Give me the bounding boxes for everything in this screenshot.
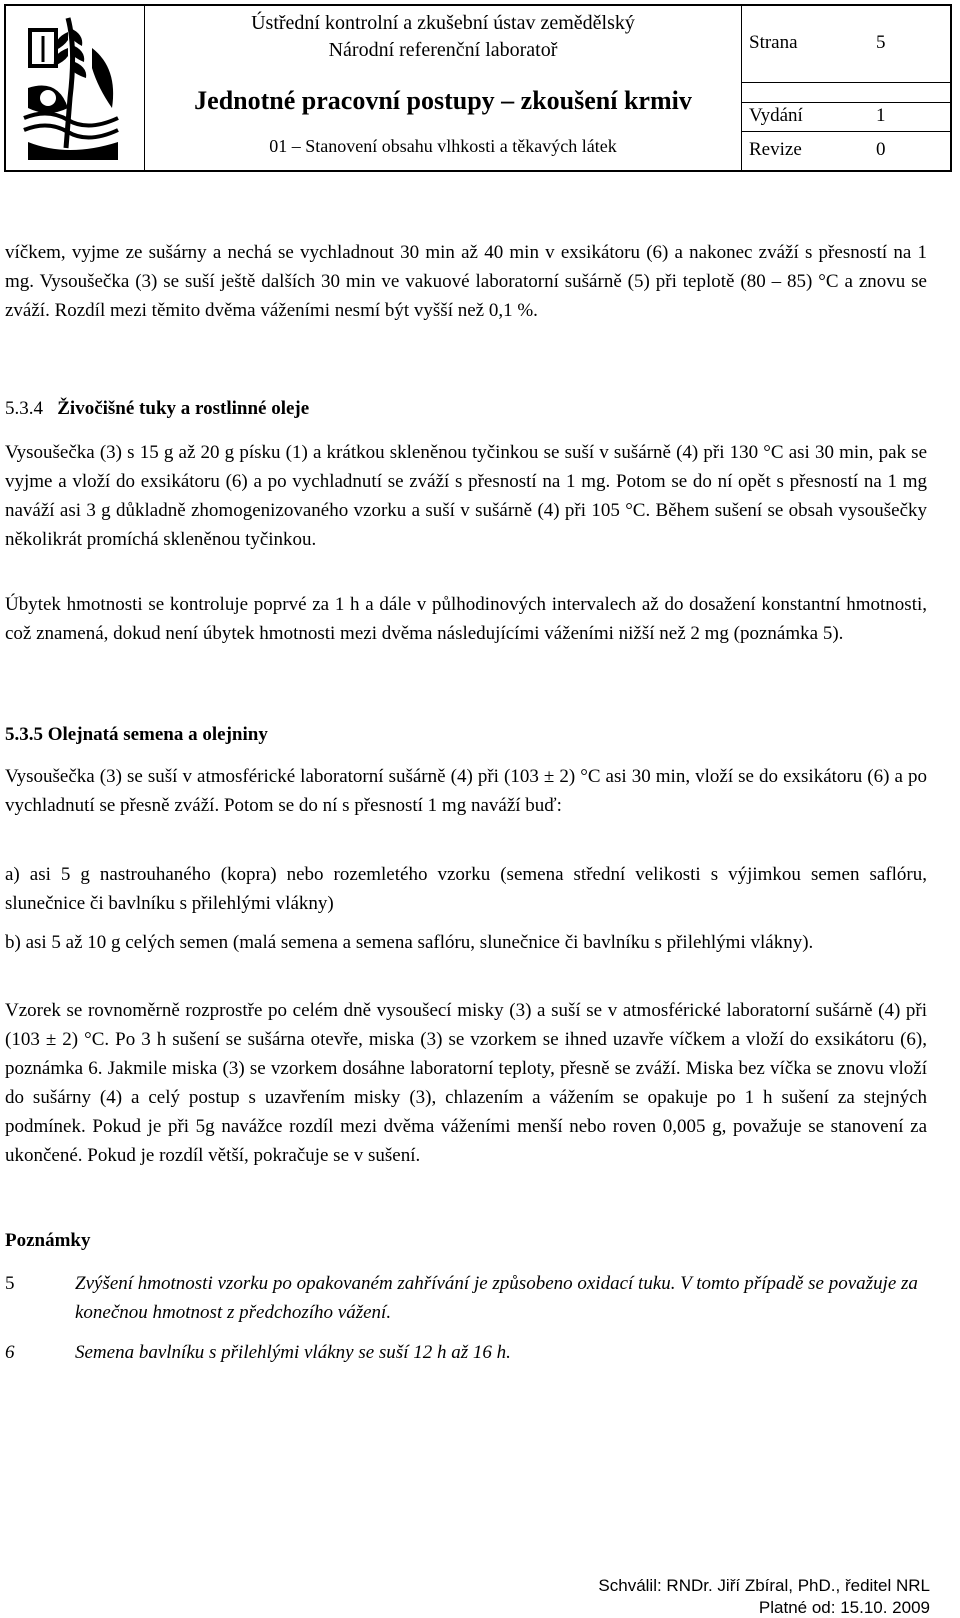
laboratory-name: Národní referenční laboratoř: [328, 39, 558, 61]
section-535-item-a: a) asi 5 g nastrouhaného (kopra) nebo rozemletého vzorku (semena střední velikosti s výjimkou semen saflóru, slunečnice či bavlníku s přilehlými vlákny): [5, 864, 927, 914]
ukzuz-logo: [8, 8, 142, 170]
approved-by: Schválil: RNDr. Jiří Zbíral, PhD., ředitel NRL: [598, 1576, 930, 1595]
institution-name: Ústřední kontrolní a zkušební ústav zemědělský: [251, 12, 635, 34]
note-number: 6: [5, 1342, 15, 1363]
section-534-paragraph-2: Úbytek hmotnosti se kontroluje poprvé za 1 h a dále v půlhodinových intervalech až do dosažení konstantní hmotnosti, což znamená, dokud není úbytek hmotnosti mezi dvěma následujícími váženími nižší než 2 mg (poznámka 5).: [5, 594, 927, 644]
intro-paragraph: víčkem, vyjme ze sušárny a nechá se vychladnout 30 min až 40 min v exsikátoru (6) a nakonec zváží s přesností na 1 mg. Vysoušečka (3) se suší ještě dalších 30 min ve vakuové laboratorní sušárně (5) při teplotě (80 – 85) °C a znovu se zváží. Rozdíl mezi těmito dvěma váženími nesmí být vyšší než 0,1 %.: [5, 242, 927, 321]
valid-from: Platné od: 15.10. 2009: [758, 1598, 930, 1617]
meta-label: Revize: [749, 139, 802, 160]
meta-value: 5: [876, 32, 886, 53]
section-534-paragraph-1: Vysoušečka (3) s 15 g až 20 g písku (1) a krátkou skleněnou tyčinkou se suší v sušárně (4) při 130 °C asi 30 min, pak se vyjme a vloží do exsikátoru (6) a po vychladnutí se zváží s přesností na 1 mg. Potom se do ní opět s přesností na 1 mg naváží asi 3 g důkladně zhomogenizovaného vzorku a suší v sušárně (4) při 105 °C. Během sušení se obsah vysoušečky několikrát promíchá skleněnou tyčinkou.: [5, 442, 927, 550]
section-535-paragraph-2: Vzorek se rovnoměrně rozprostře po celém dně vysoušecí misky (3) a suší se v atmosférické laboratorní sušárně (4) při (103 ± 2) °C. Po 3 h sušení se sušárna otevře, miska (3) se vzorkem se ihned uzavře víčkem a vloží do exsikátoru (6), poznámka 6. Jakmile miska (3) se vzorkem dosáhne laboratorní teploty, přesně se zváží. Miska bez víčka se znovu vloží do sušárny (4) a celý postup s uzavřením misky (3), chlazením a vážením se opakuje po 1 h sušení za stejných podmínek. Pokud je při 5g navážce rozdíl mezi dvěma váženími menší nebo roven 0,005 g, považuje se stanovení za ukončené. Pokud je rozdíl větší, pokračuje se v sušení.: [5, 1000, 927, 1166]
section-heading-534: [5, 398, 309, 420]
meta-revision: [741, 131, 950, 169]
section-number: 5.3.4: [5, 398, 43, 419]
document-header: [4, 4, 952, 172]
meta-value: 1: [876, 105, 886, 126]
meta-label: Strana: [749, 32, 798, 53]
document-subtitle: 01 – Stanovení obsahu vlhkosti a těkavých látek: [269, 136, 617, 156]
document-title: Jednotné pracovní postupy – zkoušení krmiv: [194, 86, 692, 115]
header-meta-block: [741, 6, 950, 170]
section-535-item-b: b) asi 5 až 10 g celých semen (malá semena a semena saflóru, slunečnice či bavlníku s přilehlými vlákny).: [5, 932, 814, 953]
note-text: Zvýšení hmotnosti vzorku po opakovaném zahřívání je způsobeno oxidací tuku. V tomto případě se považuje za konečnou hmotnost z předchozího vážení.: [75, 1273, 918, 1323]
meta-value: 0: [876, 139, 886, 160]
section-535-paragraph-1: Vysoušečka (3) se suší v atmosférické laboratorní sušárně (4) při (103 ± 2) °C asi 30 min, vloží se do exsikátoru (6) a po vychladnutí se přesně zváží. Potom se do ní s přesností 1 mg naváží buď:: [5, 766, 927, 816]
header-title-block: [144, 6, 742, 170]
note-text: Semena bavlníku s přilehlými vlákny se suší 12 h až 16 h.: [75, 1342, 511, 1363]
meta-edition: [741, 102, 950, 132]
meta-page: [741, 6, 950, 83]
note-item: [5, 1269, 927, 1329]
section-title: Olejnatá semena a olejniny: [47, 724, 268, 745]
meta-label: Vydání: [749, 105, 803, 126]
section-heading-535: [5, 724, 268, 746]
note-item: [5, 1338, 927, 1368]
note-number: 5: [5, 1273, 15, 1294]
section-title: Živočišné tuky a rostlinné oleje: [57, 398, 310, 419]
section-number: 5.3.5: [5, 724, 43, 745]
notes-heading: Poznámky: [5, 1230, 91, 1251]
